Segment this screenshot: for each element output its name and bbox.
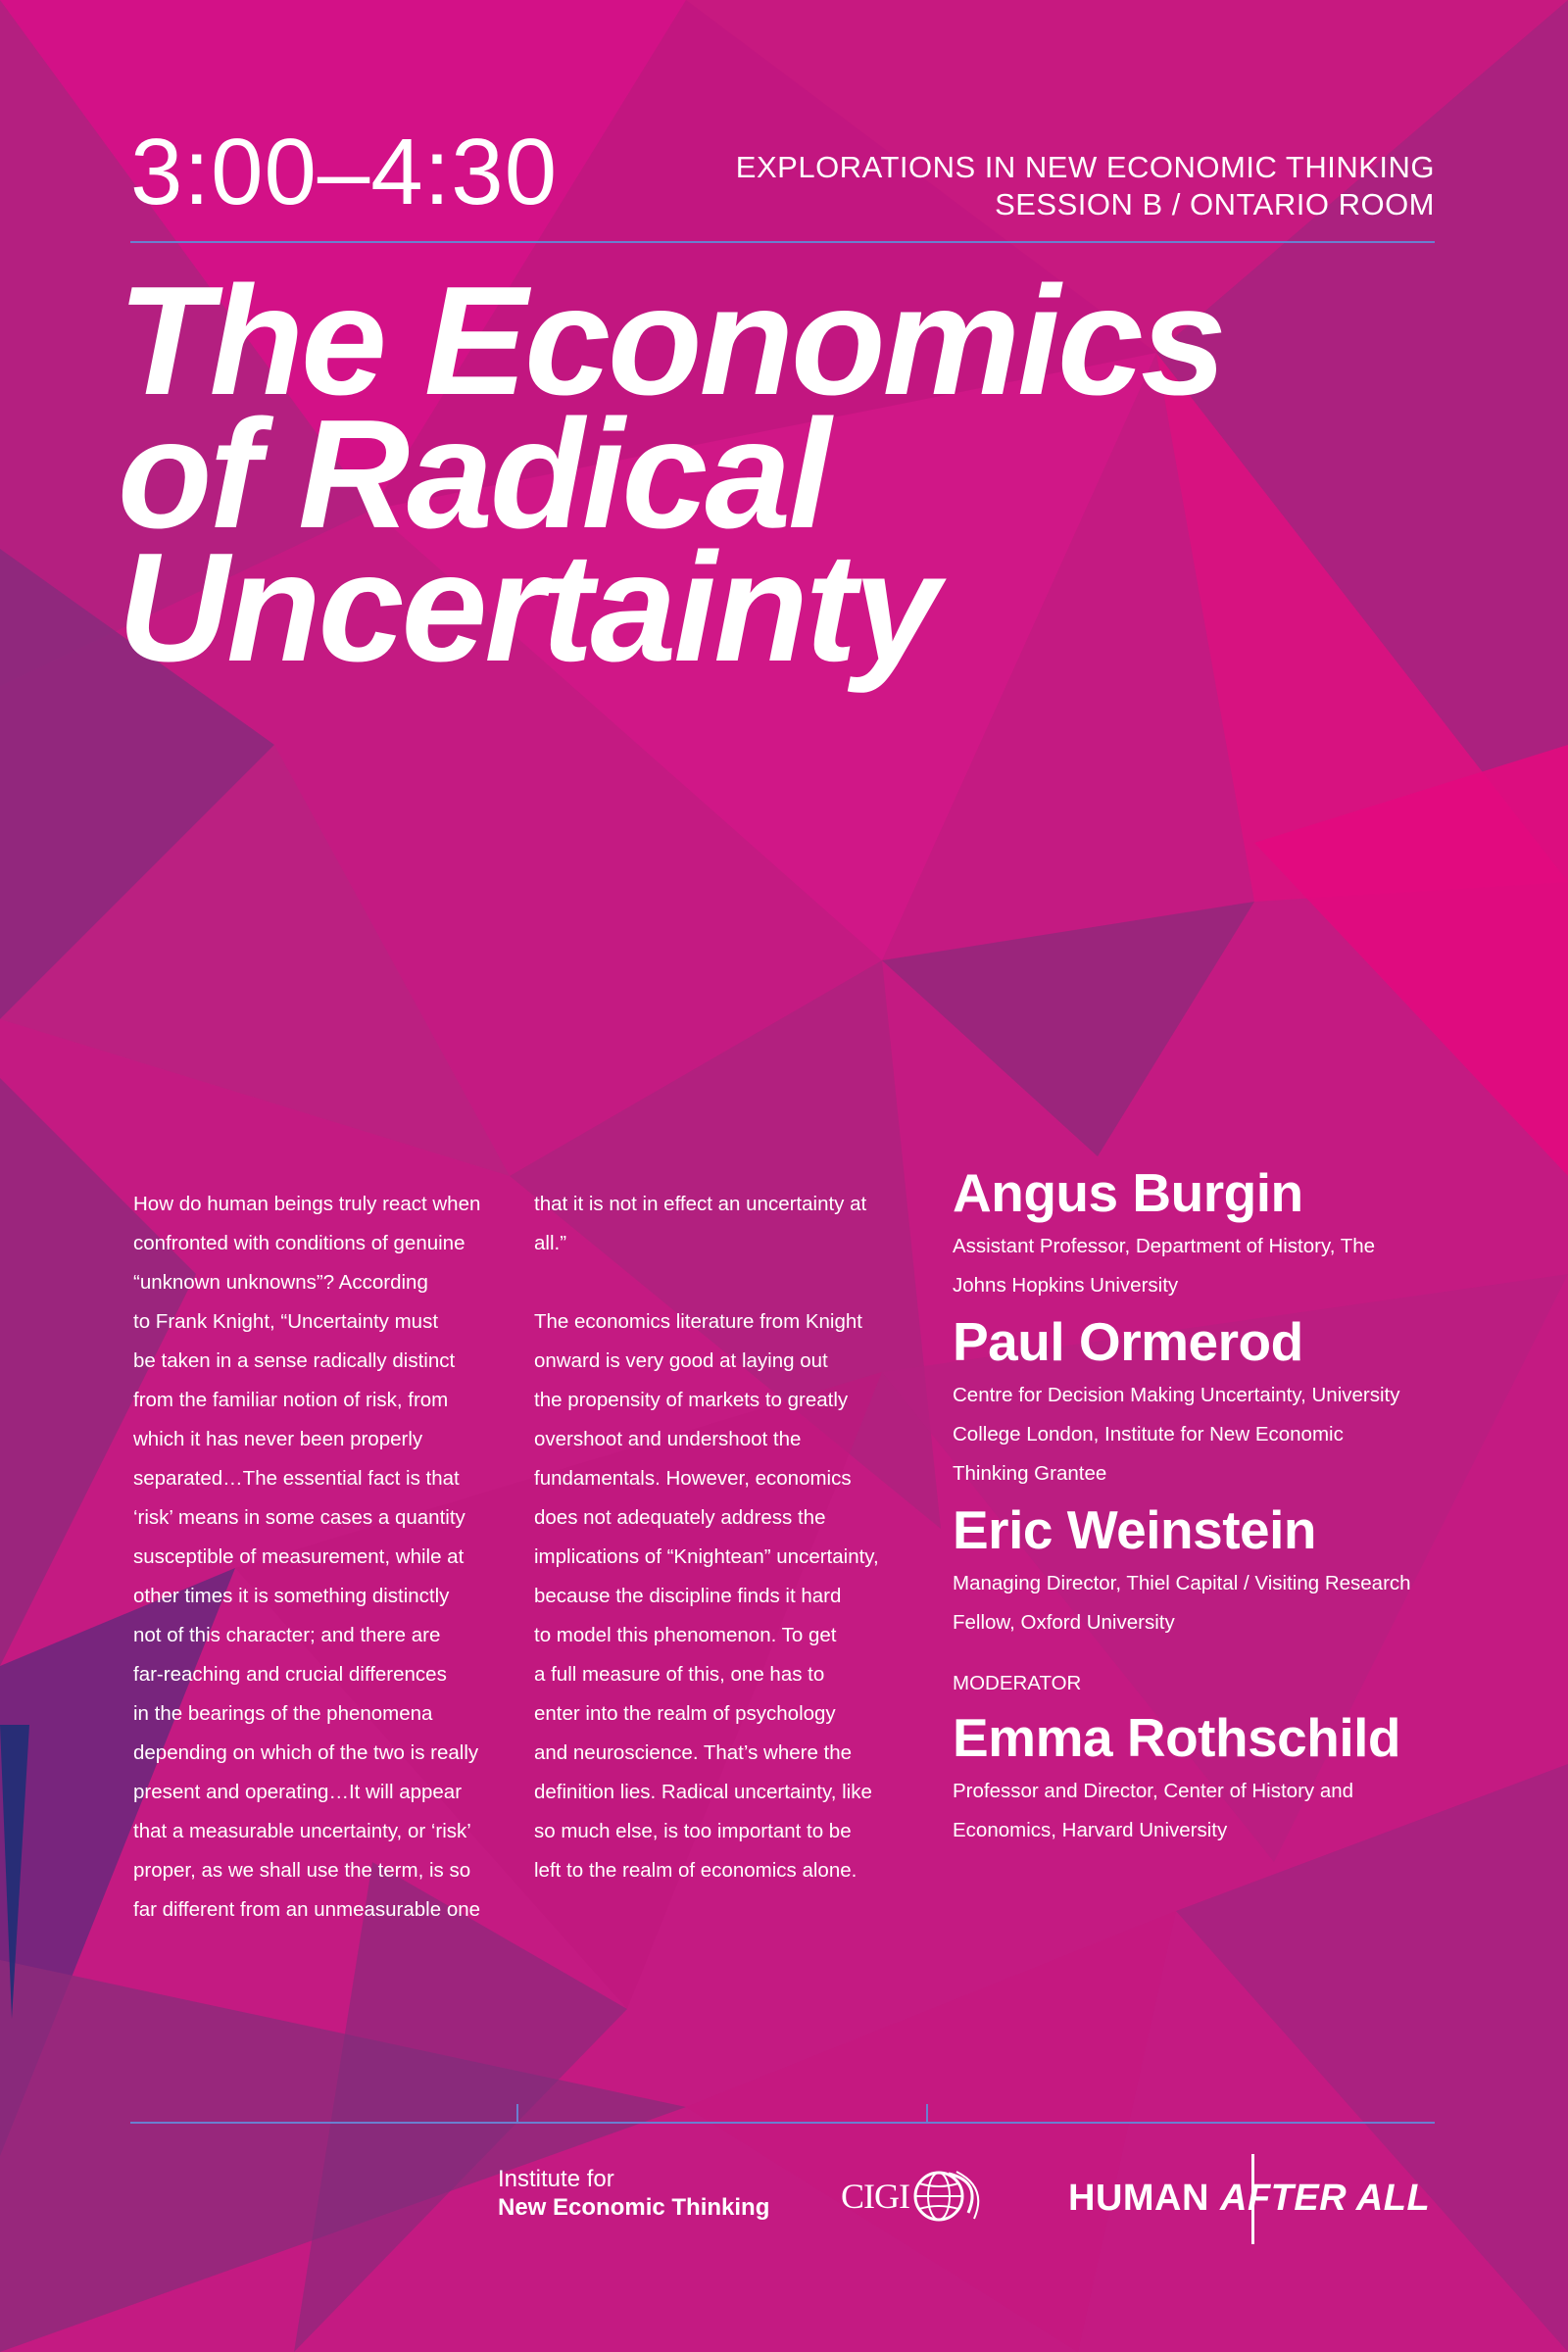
body-line: a full measure of this, one has to	[534, 1663, 825, 1686]
body-line: be taken in a sense radically distinct	[133, 1349, 456, 1372]
body-line: far-reaching and crucial differences	[133, 1663, 447, 1686]
body-line: proper, as we shall use the term, is so	[133, 1859, 471, 1882]
body-line: ‘risk’ means in some cases a quantity	[133, 1506, 466, 1529]
title-line: of Radical	[118, 388, 829, 561]
speaker-affiliation-line: College London, Institute for New Economic	[953, 1423, 1344, 1446]
speaker-affiliation-line: Thinking Grantee	[953, 1462, 1107, 1485]
divider-tick	[926, 2104, 928, 2122]
speaker-entry	[953, 1158, 1462, 1305]
body-column-2	[534, 1185, 906, 1930]
body-line: enter into the realm of psychology	[534, 1702, 836, 1725]
body-line: onward is very good at laying out	[534, 1349, 828, 1372]
haa-logo-after-all: AFTER ALL	[1220, 2178, 1431, 2219]
body-line: to model this phenomenon. To get	[534, 1624, 837, 1646]
body-line: left to the realm of economics alone.	[534, 1859, 858, 1882]
body-line: depending on which of the two is really	[133, 1741, 479, 1764]
body-line: to Frank Knight, “Uncertainty must	[133, 1310, 439, 1333]
speaker-affiliation-line: Fellow, Oxford University	[953, 1611, 1175, 1634]
body-line: present and operating…It will appear	[133, 1781, 463, 1803]
body-line: because the discipline finds it hard	[534, 1585, 842, 1607]
body-line: does not adequately address the	[534, 1506, 826, 1529]
body-line: that it is not in effect an uncertainty at	[534, 1193, 867, 1215]
body-paragraph	[534, 1185, 906, 1263]
haa-logo-human: HUMAN	[1068, 2178, 1209, 2219]
body-line: that a measurable uncertainty, or ‘risk’	[133, 1820, 471, 1842]
body-column-1	[133, 1185, 506, 1930]
moderator-label: MODERATOR	[953, 1672, 1082, 1694]
speaker-entry	[953, 1495, 1462, 1642]
body-line: The economics literature from Knight	[534, 1310, 862, 1333]
speaker-entry	[953, 1307, 1462, 1494]
speaker-affiliation	[953, 1564, 1462, 1642]
body-line: separated…The essential fact is that	[133, 1467, 460, 1490]
moderator-affiliation-line: Professor and Director, Center of History and	[953, 1780, 1354, 1802]
body-line: so much else, is too important to be	[534, 1820, 852, 1842]
body-line: not of this character; and there are	[133, 1624, 441, 1646]
series-header	[736, 149, 1435, 223]
moderator-affiliation-line: Economics, Harvard University	[953, 1819, 1228, 1841]
top-divider	[130, 241, 1435, 243]
body-line: other times it is something distinctly	[133, 1585, 450, 1607]
title-line: The Economics	[118, 255, 1224, 427]
speaker-name: Eric Weinstein	[953, 1499, 1316, 1560]
body-line: far different from an unmeasurable one	[133, 1898, 481, 1921]
body-line: in the bearings of the phenomena	[133, 1702, 433, 1725]
speaker-name: Angus Burgin	[953, 1162, 1303, 1223]
inet-logo-line: New Economic Thinking	[498, 2194, 770, 2221]
speaker-list	[953, 1158, 1462, 1852]
speaker-affiliation-line: Managing Director, Thiel Capital / Visiting Research	[953, 1572, 1411, 1594]
speaker-affiliation-line: Johns Hopkins University	[953, 1274, 1179, 1297]
bottom-divider	[130, 2122, 1435, 2124]
speaker-affiliation	[953, 1227, 1462, 1305]
speaker-affiliation	[953, 1376, 1462, 1494]
body-line: “unknown unknowns”? According	[133, 1271, 428, 1294]
body-line: the propensity of markets to greatly	[534, 1389, 849, 1411]
speaker-affiliation-line: Assistant Professor, Department of History, The	[953, 1235, 1376, 1257]
divider-tick	[516, 2104, 518, 2122]
moderator-affiliation	[953, 1772, 1462, 1850]
body-line: How do human beings truly react when	[133, 1193, 481, 1215]
body-line: implications of “Knightean” uncertainty,	[534, 1545, 879, 1568]
body-line: definition lies. Radical uncertainty, like	[534, 1781, 872, 1803]
body-paragraph	[534, 1302, 906, 1890]
body-line: overshoot and undershoot the	[534, 1428, 802, 1450]
series-name: EXPLORATIONS IN NEW ECONOMIC THINKING	[735, 150, 1435, 184]
title-line: Uncertainty	[118, 521, 938, 694]
globe-icon	[909, 2162, 984, 2230]
body-line: which it has never been properly	[133, 1428, 423, 1450]
session-location: SESSION B / ONTARIO ROOM	[995, 187, 1435, 221]
speaker-affiliation-line: Centre for Decision Making Uncertainty, University	[953, 1384, 1400, 1406]
cigi-logo-text: CIGI	[841, 2177, 909, 2216]
moderator-name: Emma Rothschild	[953, 1707, 1401, 1768]
body-line: susceptible of measurement, while at	[133, 1545, 465, 1568]
page-title	[118, 255, 1490, 694]
moderator-entry	[953, 1703, 1462, 1850]
body-line: fundamentals. However, economics	[534, 1467, 852, 1490]
body-line: from the familiar notion of risk, from	[133, 1389, 449, 1411]
inet-logo-line: Institute for	[498, 2166, 614, 2192]
session-time: 3:00–4:30	[130, 120, 559, 224]
human-after-all-logo	[1068, 2178, 1430, 2220]
body-line: and neuroscience. That’s where the	[534, 1741, 853, 1764]
body-line: confronted with conditions of genuine	[133, 1232, 466, 1254]
speaker-name: Paul Ormerod	[953, 1311, 1303, 1372]
inet-logo	[498, 2165, 769, 2222]
body-line: all.”	[534, 1232, 567, 1254]
cigi-logo	[841, 2162, 984, 2230]
